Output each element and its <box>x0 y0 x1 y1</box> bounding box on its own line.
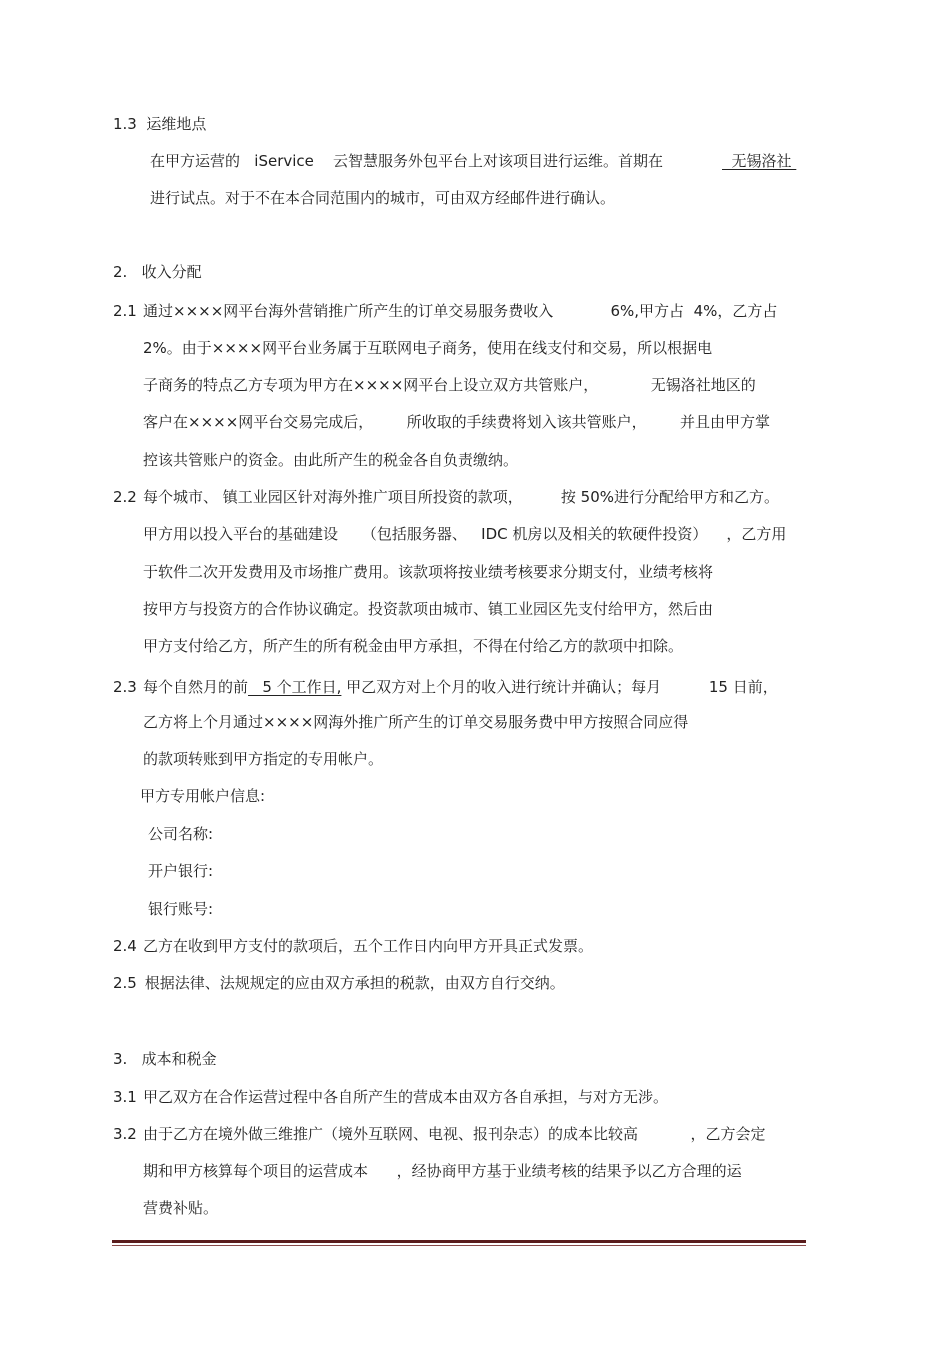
clause-2-1-line-2: 2%。由于××××网平台业务属于互联网电子商务，使用在线支付和交易，所以根据电 <box>143 339 713 357</box>
clause-3-2-line-3: 营费补贴。 <box>143 1199 219 1217</box>
clause-3-1-line-1: 甲乙双方在合作运营过程中各自所产生的营成本由双方各自承担，与对方无涉。 <box>143 1088 669 1106</box>
clause-2-4-line-1: 乙方在收到甲方支付的款项后，五个工作日内向甲方开具正式发票。 <box>143 937 594 955</box>
clause-2-3-text-a: 每个自然月的前 <box>143 678 249 696</box>
clause-2-2-line-3: 于软件二次开发费用及市场推广费用。该款项将按业绩考核要求分期支付，业绩考核将 <box>143 563 714 581</box>
clause-2-1-line-1: 通过××××网平台海外营销推广所产生的订单交易服务费收入 6%,甲方占 4%，乙方占 <box>143 302 778 320</box>
bank-label: 开户银行: <box>148 862 214 880</box>
clause-2-2-line-2: 甲方用以投入平台的基础建设 （包括服务器、 IDC 机房以及相关的软硬件投资） ，乙方用 <box>143 525 787 543</box>
footer-rule-thick <box>112 1240 806 1243</box>
clause-2-4-number: 2.4 <box>113 937 137 955</box>
clause-2-1-line-4: 客户在××××网平台交易完成后， 所收取的手续费将划入该共管账户， 并且由甲方掌 <box>143 413 771 431</box>
section-1-3-line-2: 进行试点。对于不在本合同范围内的城市，可由双方经邮件进行确认。 <box>150 189 616 207</box>
clause-2-3-line-3: 的款项转账到甲方指定的专用帐户。 <box>143 750 384 768</box>
clause-2-3-line-2: 乙方将上个月通过××××网海外推广所产生的订单交易服务费中甲方按照合同应得 <box>143 713 689 731</box>
clause-2-2-line-5: 甲方支付给乙方，所产生的所有税金由甲方承担，不得在付给乙方的款项中扣除。 <box>143 637 684 655</box>
clause-2-1-number: 2.1 <box>113 302 137 320</box>
clause-2-2-line-1: 每个城市、 镇工业园区针对海外推广项目所投资的款项， 按 50%进行分配给甲方和乙方。 <box>143 488 780 506</box>
clause-3-1-number: 3.1 <box>113 1088 137 1106</box>
footer-rule-thin <box>112 1245 806 1246</box>
account-info-label: 甲方专用帐户信息: <box>140 787 266 805</box>
clause-2-1-line-5: 控该共管账户的资金。由此所产生的税金各自负责缴纳。 <box>143 451 519 469</box>
clause-2-3-line-1 <box>143 677 778 697</box>
company-name-label: 公司名称: <box>148 825 214 843</box>
section-1-3-heading: 1.3 运维地点 <box>113 115 207 133</box>
clause-3-2-line-1: 由于乙方在境外做三维推广（境外互联网、电视、报刊杂志）的成本比较高 ，乙方会定 <box>143 1125 766 1143</box>
section-3-heading: 3. 成本和税金 <box>113 1050 217 1068</box>
clause-3-2-line-2: 期和甲方核算每个项目的运营成本 ，经协商甲方基于业绩考核的结果予以乙方合理的运 <box>143 1162 742 1180</box>
clause-2-5-line-1: 根据法律、法规规定的应由双方承担的税款，由双方自行交纳。 <box>140 974 565 992</box>
clause-2-2-number: 2.2 <box>113 488 137 506</box>
section-2-heading: 2. 收入分配 <box>113 263 202 281</box>
clause-2-3-text-b: 甲乙双方对上个月的收入进行统计并确认；每月 15 日前， <box>341 678 778 696</box>
clause-2-2-line-4: 按甲方与投资方的合作协议确定。投资款项由城市、镇工业园区先支付给甲方，然后由 <box>143 600 714 618</box>
section-1-3-line-1 <box>150 151 797 171</box>
account-number-label: 银行账号: <box>148 900 214 918</box>
clause-2-3-number: 2.3 <box>113 678 137 696</box>
clause-2-1-line-3: 子商务的特点乙方专项为甲方在××××网平台上设立双方共管账户， 无锡洛社地区的 <box>143 376 756 394</box>
pilot-location: 无锡洛社 <box>722 152 797 170</box>
clause-2-5-number: 2.5 <box>113 974 137 992</box>
working-days-term: 5 个工作日, <box>248 678 342 696</box>
section-1-3-text: 在甲方运营的 iService 云智慧服务外包平台上对该项目进行运维。首期在 <box>150 152 663 170</box>
clause-3-2-number: 3.2 <box>113 1125 137 1143</box>
